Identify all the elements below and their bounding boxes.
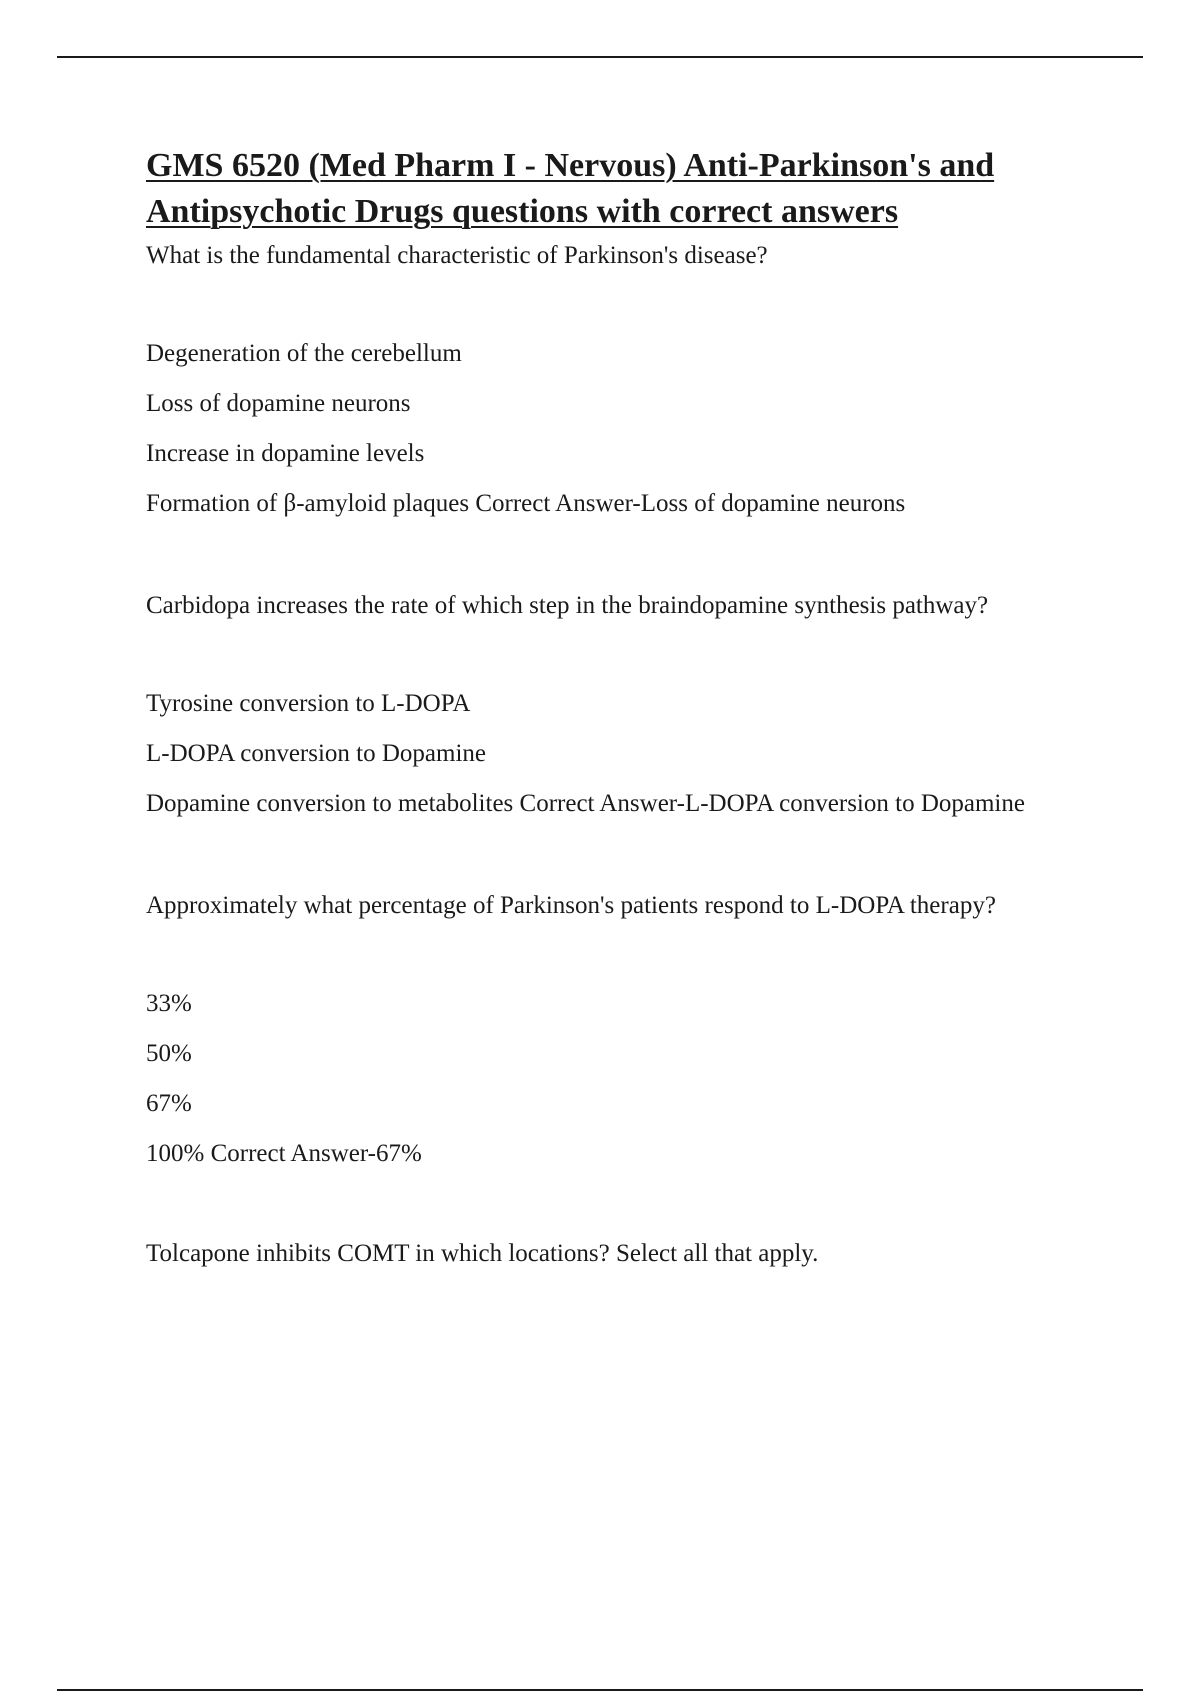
bottom-rule [57, 1689, 1143, 1691]
option-item: Degeneration of the cerebellum [146, 340, 462, 367]
option-item: L-DOPA conversion to Dopamine [146, 740, 487, 767]
question-text: Carbidopa increases the rate of which step in the braindopamine synthesis pathway? [146, 592, 989, 619]
option-item-with-answer: Formation of β-amyloid plaques Correct Answer-Loss of dopamine neurons [146, 490, 906, 517]
top-rule [57, 56, 1143, 58]
option-item-with-answer: 100% Correct Answer-67% [146, 1140, 422, 1167]
option-list [146, 987, 1086, 1171]
title-line-1: GMS 6520 (Med Pharm I - Nervous) Anti-Parkinson's and [146, 147, 995, 184]
spacer [146, 1171, 1086, 1237]
question-text: What is the fundamental characteristic of Parkinson's disease? [146, 242, 768, 269]
option-item: Loss of dopamine neurons [146, 390, 411, 417]
question-1 [146, 239, 1086, 521]
title-line-2: Antipsychotic Drugs questions with correct answers [146, 193, 899, 230]
spacer [146, 521, 1086, 589]
question-2 [146, 589, 1086, 821]
document-body [146, 143, 1086, 1271]
question-text: Tolcapone inhibits COMT in which locations? Select all that apply. [146, 1240, 819, 1267]
option-item: 67% [146, 1090, 192, 1117]
option-item: Increase in dopamine levels [146, 440, 425, 467]
option-list [146, 687, 1086, 821]
question-text: Approximately what percentage of Parkinson's patients respond to L-DOPA therapy? [146, 892, 996, 919]
option-item: 50% [146, 1040, 192, 1067]
question-4 [146, 1237, 1086, 1271]
option-item: 33% [146, 990, 192, 1017]
question-3 [146, 889, 1086, 1171]
option-list [146, 337, 1086, 521]
option-item: Tyrosine conversion to L-DOPA [146, 690, 471, 717]
document-title [146, 143, 1086, 235]
option-item-with-answer: Dopamine conversion to metabolites Correct Answer-L-DOPA conversion to Dopamine [146, 790, 1025, 817]
spacer [146, 821, 1086, 889]
